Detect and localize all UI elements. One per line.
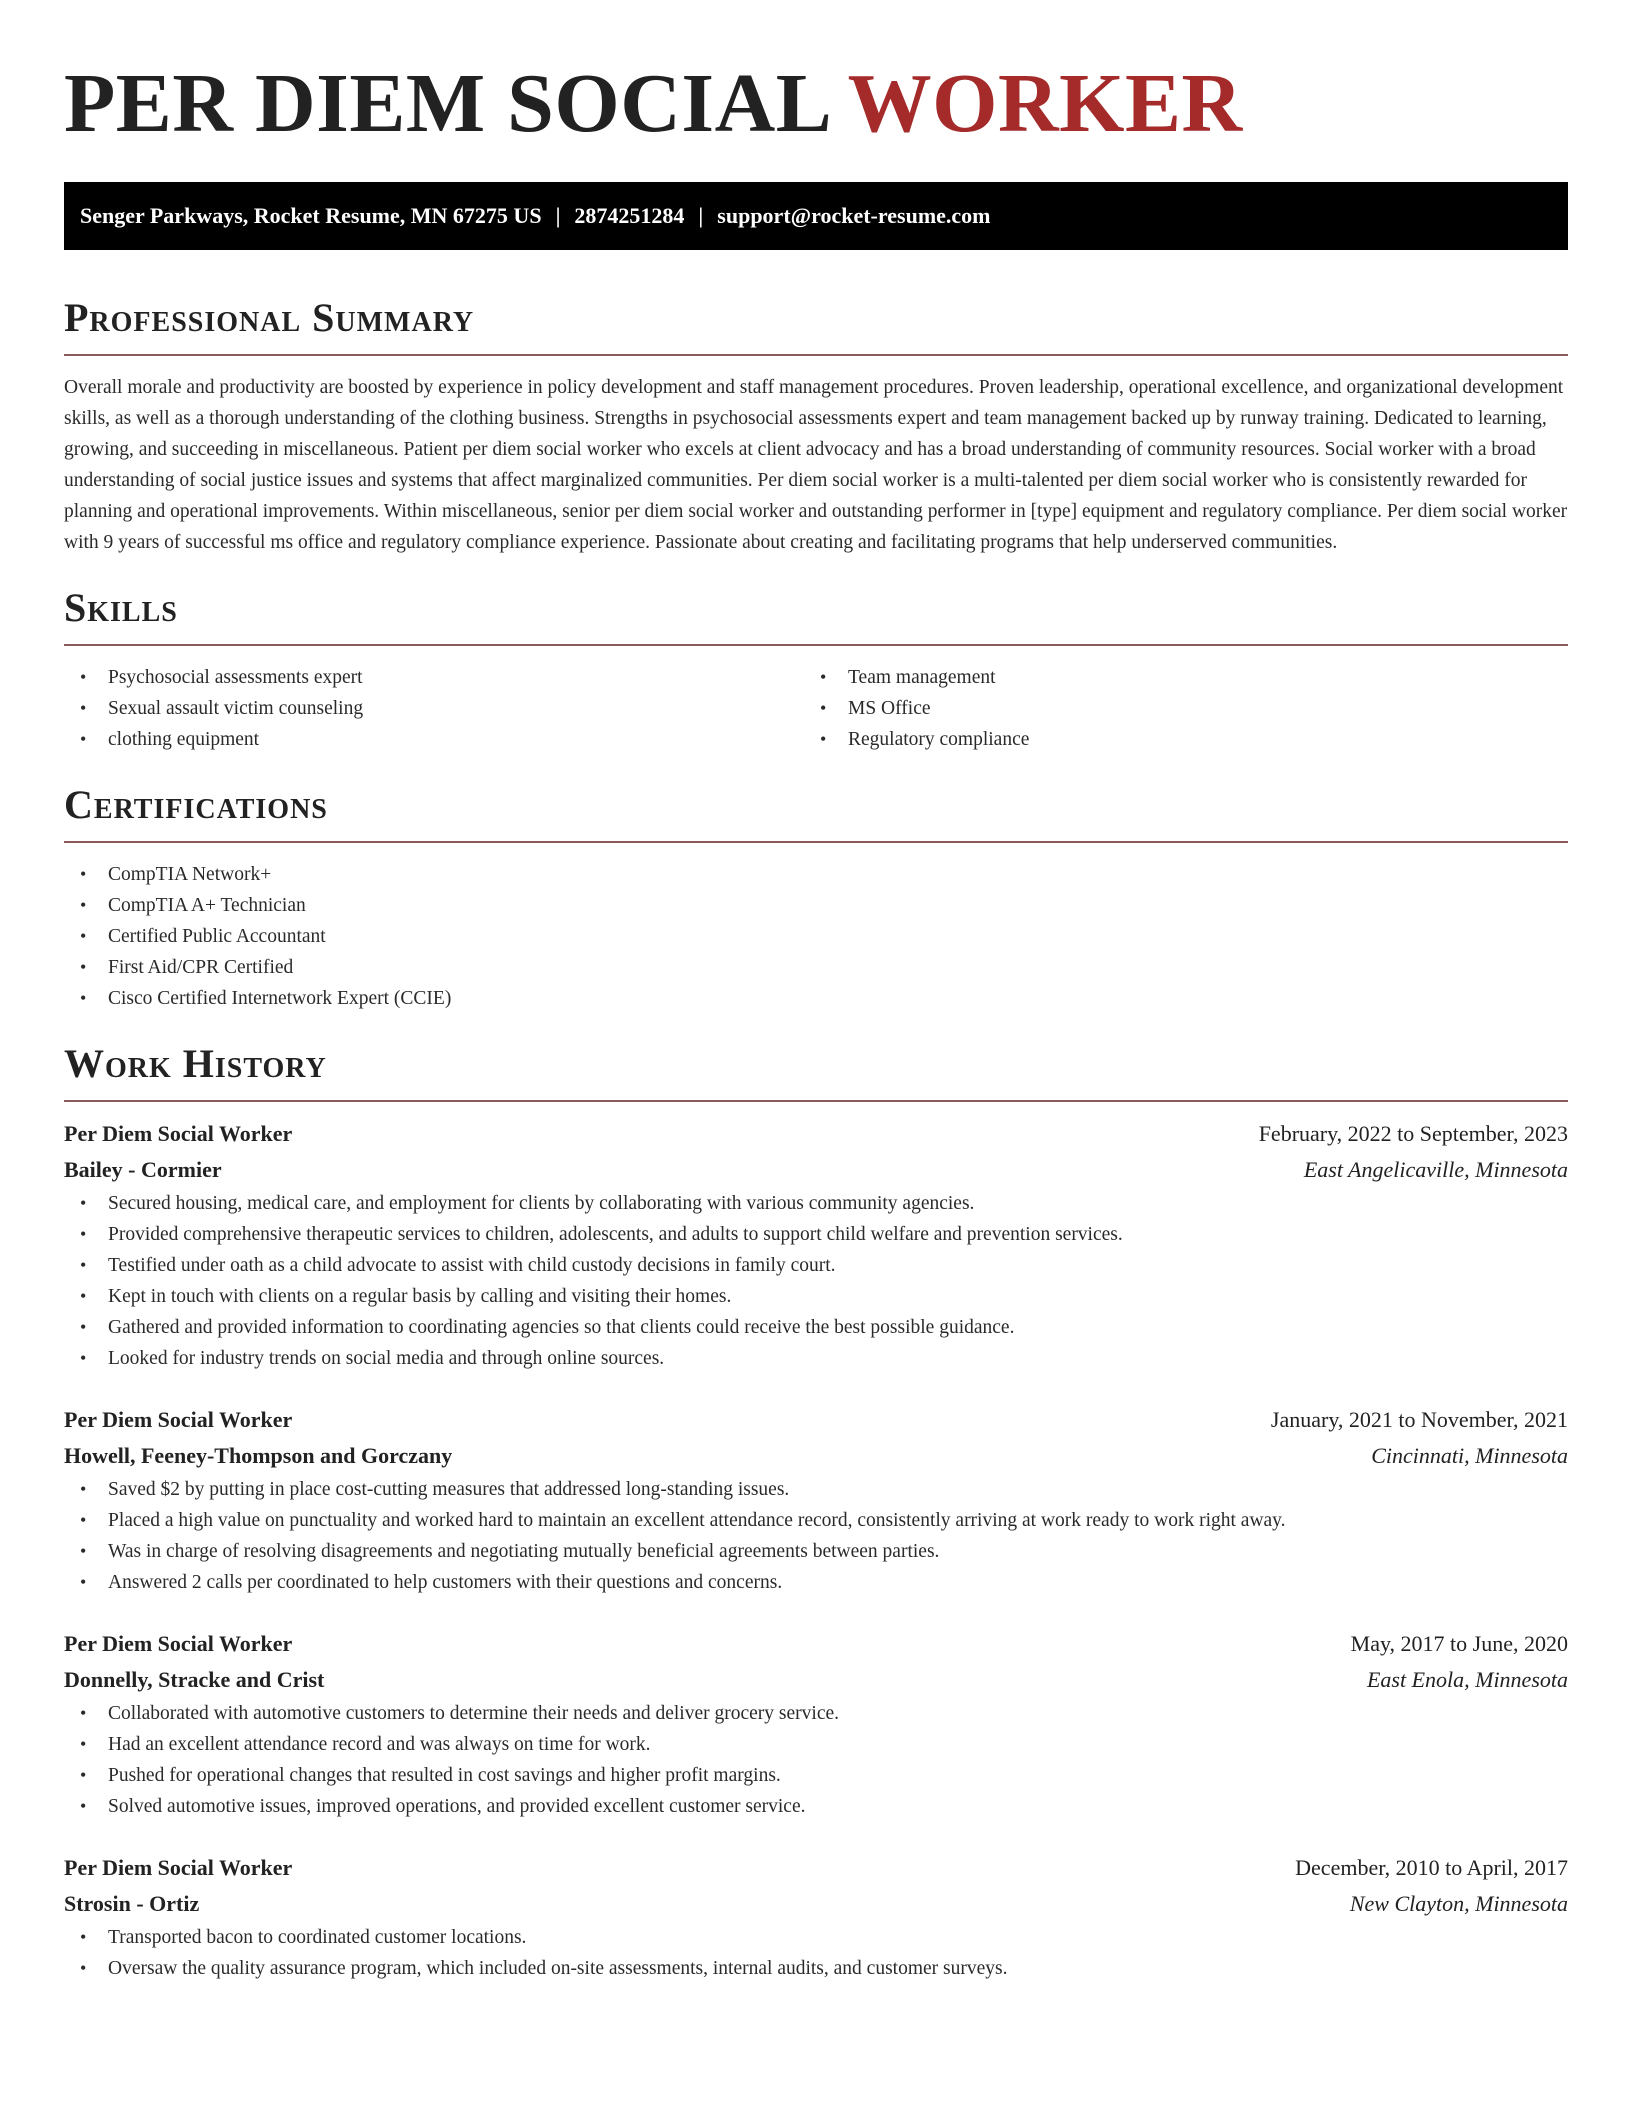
contact-bar — [64, 182, 1568, 250]
skill-item: • Sexual assault victim counseling — [64, 693, 804, 724]
job-company-row — [64, 1438, 1568, 1474]
job-bullets — [64, 1922, 1568, 1984]
job-bullet: • Testified under oath as a child advocate to assist with child custody decisions in family court. — [64, 1250, 1568, 1281]
job-bullet: • Kept in touch with clients on a regular basis by calling and visiting their homes. — [64, 1281, 1568, 1312]
title-main: PER DIEM SOCIAL — [64, 57, 828, 150]
job-bullet: • Was in charge of resolving disagreements and negotiating mutually beneficial agreements between parties. — [64, 1536, 1568, 1567]
job-bullet: • Placed a high value on punctuality and worked hard to maintain an excellent attendance record, consistently arriving at work ready to work right away. — [64, 1505, 1568, 1536]
title-accent: WORKER — [847, 57, 1243, 150]
job-entry — [64, 1626, 1568, 1822]
skill-item: • MS Office — [804, 693, 1544, 724]
section-title: Skills — [64, 585, 178, 630]
certification-item: • CompTIA Network+ — [64, 859, 1568, 890]
certification-item: • Cisco Certified Internetwork Expert (CCIE) — [64, 983, 1568, 1014]
section-divider — [64, 644, 1568, 646]
job-company-row — [64, 1886, 1568, 1922]
job-location: East Enola, Minnesota — [1366, 1667, 1568, 1692]
certification-item: • Certified Public Accountant — [64, 921, 1568, 952]
job-bullet: • Answered 2 calls per coordinated to help customers with their questions and concerns. — [64, 1567, 1568, 1598]
certifications-list — [64, 859, 1568, 1014]
contact-separator: | — [698, 203, 704, 228]
section-divider — [64, 354, 1568, 356]
skills-column-left — [64, 662, 804, 755]
certification-item: • First Aid/CPR Certified — [64, 952, 1568, 983]
certification-item: • CompTIA A+ Technician — [64, 890, 1568, 921]
job-bullet: • Had an excellent attendance record and was always on time for work. — [64, 1729, 1568, 1760]
contact-address: Senger Parkways, Rocket Resume, MN 67275 US — [80, 203, 542, 228]
job-header-row — [64, 1850, 1568, 1886]
job-bullet: • Oversaw the quality assurance program, which included on-site assessments, internal audits, and customer surveys. — [64, 1953, 1568, 1984]
job-company-row — [64, 1152, 1568, 1188]
job-company-row — [64, 1662, 1568, 1698]
skills-list-left — [64, 662, 804, 755]
skills-list-right — [804, 662, 1544, 755]
job-bullet: • Pushed for operational changes that resulted in cost savings and higher profit margins. — [64, 1760, 1568, 1791]
job-bullet: • Secured housing, medical care, and employment for clients by collaborating with various community agencies. — [64, 1188, 1568, 1219]
job-header-row — [64, 1402, 1568, 1438]
skill-item: • Psychosocial assessments expert — [64, 662, 804, 693]
job-company: Donnelly, Stracke and Crist — [64, 1667, 325, 1692]
job-bullet: • Solved automotive issues, improved operations, and provided excellent customer service. — [64, 1791, 1568, 1822]
job-dates: February, 2022 to September, 2023 — [1258, 1121, 1568, 1146]
skills-column-right — [804, 662, 1544, 755]
skill-item: • Regulatory compliance — [804, 724, 1544, 755]
certifications-section — [64, 781, 1568, 1014]
job-title: Per Diem Social Worker — [64, 1631, 293, 1656]
job-title: Per Diem Social Worker — [64, 1407, 293, 1432]
job-title: Per Diem Social Worker — [64, 1855, 293, 1880]
job-entry — [64, 1116, 1568, 1374]
resume-title — [64, 56, 1568, 152]
section-divider — [64, 1100, 1568, 1102]
contact-email[interactable]: support@rocket-resume.com — [717, 203, 991, 228]
job-bullet: • Saved $2 by putting in place cost-cutting measures that addressed long-standing issues. — [64, 1474, 1568, 1505]
job-header-row — [64, 1626, 1568, 1662]
job-entry — [64, 1402, 1568, 1598]
skill-item: • Team management — [804, 662, 1544, 693]
job-bullet: • Gathered and provided information to coordinating agencies so that clients could receive the best possible guidance. — [64, 1312, 1568, 1343]
job-bullets — [64, 1698, 1568, 1822]
job-dates: December, 2010 to April, 2017 — [1295, 1855, 1568, 1880]
job-bullet: • Provided comprehensive therapeutic services to children, adolescents, and adults to support child welfare and prevention services. — [64, 1219, 1568, 1250]
section-title: Professional Summary — [64, 295, 475, 340]
skills-section — [64, 584, 1568, 755]
job-dates: May, 2017 to June, 2020 — [1350, 1631, 1568, 1656]
job-bullets — [64, 1474, 1568, 1598]
summary-text: Overall morale and productivity are boosted by experience in policy development and staff management procedures. Proven leadership, operational excellence, and organizational development skills, as well as a thorough understanding of the clothing business. Strengths in psychosocial assessments expert and team management backed up by runway training. Dedicated to learning, growing, and succeeding in miscellaneous. Patient per diem social worker who excels at client advocacy and has a broad understanding of community resources. Social worker with a broad understanding of social justice issues and systems that affect marginalized communities. Per diem social worker is a multi-talented per diem social worker who is consistently rewarded for planning and operational improvements. Within miscellaneous, senior per diem social worker and outstanding performer in [type] equipment and regulatory compliance. Per diem social worker with 9 years of successful ms office and regulatory compliance experience. Passionate about creating and facilitating programs that help underserved communities. — [64, 377, 1568, 553]
skills-grid — [64, 662, 1568, 755]
job-company: Strosin - Ortiz — [64, 1891, 200, 1916]
job-bullet: • Looked for industry trends on social media and through online sources. — [64, 1343, 1568, 1374]
job-entry — [64, 1850, 1568, 1984]
contact-phone: 2874251284 — [574, 203, 685, 228]
job-location: New Clayton, Minnesota — [1349, 1891, 1568, 1916]
job-company: Howell, Feeney-Thompson and Gorczany — [64, 1443, 453, 1468]
job-bullet: • Transported bacon to coordinated customer locations. — [64, 1922, 1568, 1953]
job-header-row — [64, 1116, 1568, 1152]
job-bullet: • Collaborated with automotive customers to determine their needs and deliver grocery service. — [64, 1698, 1568, 1729]
section-title: Work History — [64, 1041, 327, 1086]
contact-separator: | — [555, 203, 561, 228]
job-dates: January, 2021 to November, 2021 — [1270, 1407, 1568, 1432]
work-history-section — [64, 1040, 1568, 1984]
job-title: Per Diem Social Worker — [64, 1121, 293, 1146]
job-location: Cincinnati, Minnesota — [1371, 1443, 1568, 1468]
section-divider — [64, 841, 1568, 843]
job-company: Bailey - Cormier — [64, 1157, 222, 1182]
summary-section — [64, 294, 1568, 558]
job-bullets — [64, 1188, 1568, 1374]
section-title: Certifications — [64, 782, 328, 827]
job-location: East Angelicaville, Minnesota — [1303, 1157, 1568, 1182]
resume-page — [64, 0, 1568, 1984]
skill-item: • clothing equipment — [64, 724, 804, 755]
